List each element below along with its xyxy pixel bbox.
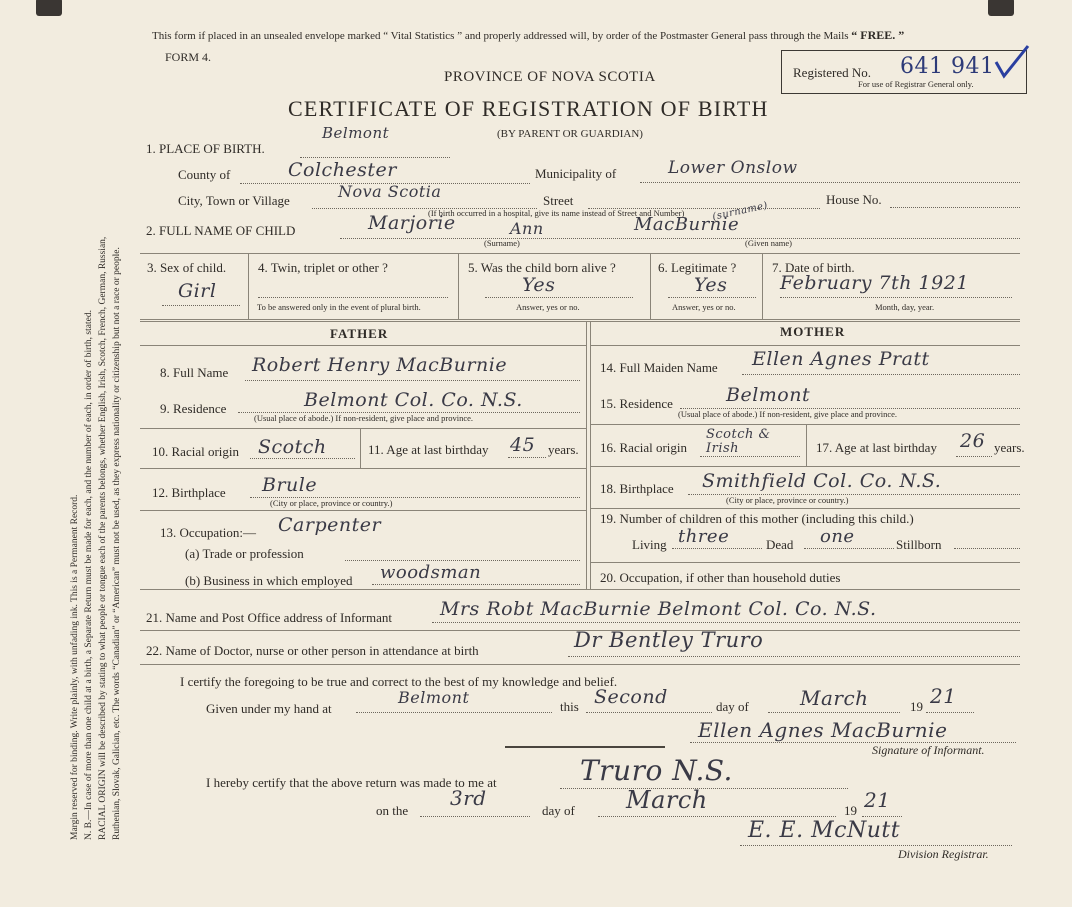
registrar-day-of-label: day of <box>542 803 575 818</box>
registrar-signature-label: Division Registrar. <box>898 847 989 861</box>
heading-rule-father <box>140 345 586 346</box>
twin-line <box>258 297 448 298</box>
father-trade-line <box>345 560 580 561</box>
province-title: PROVINCE OF NOVA SCOTIA <box>444 69 656 85</box>
certify-text: I certify the foregoing to be true and correct to the best of my knowledge and belief. <box>180 674 618 689</box>
mother-name-value: Ellen Agnes Pratt <box>752 348 930 370</box>
given-day-line <box>586 712 712 713</box>
father-trade-label: (a) Trade or profession <box>185 546 304 561</box>
page-title: CERTIFICATE OF REGISTRATION OF BIRTH <box>288 96 769 121</box>
page-subtitle: (BY PARENT OR GUARDIAN) <box>497 128 643 140</box>
box-row-top-rule <box>140 253 1020 254</box>
parents-divider-b <box>590 321 591 589</box>
mother-dead-label: Dead <box>766 537 794 552</box>
mother-stillborn-label: Stillborn <box>896 537 942 552</box>
father-name-line <box>245 380 580 381</box>
mother-occupation-label: 20. Occupation, if other than household duties <box>600 570 841 585</box>
birth-date-label: 7. Date of birth. <box>772 260 855 275</box>
mother-residence-note: (Usual place of abode.) If non-resident, give place and province. <box>678 409 898 419</box>
place-line <box>300 157 450 158</box>
county-value: Colchester <box>288 159 397 181</box>
given-label: Given under my hand at <box>206 701 332 716</box>
father-name-label: 8. Full Name <box>160 365 229 380</box>
alive-value: Yes <box>522 274 556 296</box>
municipality-label: Municipality of <box>535 166 617 181</box>
mother-residence-label: 15. Residence <box>600 396 673 411</box>
father-racial-label: 10. Racial origin <box>152 444 240 459</box>
father-heading: FATHER <box>330 326 389 341</box>
child-surname-note: (Surname) <box>484 238 520 248</box>
father-birthplace-note: (City or place, province or country.) <box>270 498 393 508</box>
this-label: this <box>560 699 579 714</box>
mother-dead-value: one <box>820 526 855 547</box>
child-name-line <box>340 238 1020 239</box>
mother-living-value: three <box>678 526 730 547</box>
postal-note-text: This form if placed in an unsealed envelope marked “ Vital Statistics ” and properly addressed will, by order of the Postmaster General pass through the Mails <box>152 30 852 42</box>
twin-label: 4. Twin, triplet or other ? <box>258 260 388 275</box>
alive-line <box>485 297 633 298</box>
given-month-value: March <box>800 686 869 710</box>
informant-signature: Ellen Agnes MacBurnie <box>698 718 948 742</box>
mother-name-line <box>742 374 1020 375</box>
child-given-name: Marjorie <box>368 212 456 234</box>
registrar-day-value: 3rd <box>450 786 487 810</box>
mother-rule-4 <box>591 562 1020 563</box>
mother-birthplace-note: (City or place, province or country.) <box>726 495 849 505</box>
mother-living-label: Living <box>632 537 667 552</box>
father-residence-note: (Usual place of abode.) If non-resident, give place and province. <box>254 413 474 423</box>
registrar-month-line <box>598 816 836 817</box>
parents-bottom-rule <box>140 589 1020 590</box>
mother-racial-line <box>700 456 800 457</box>
mother-age-value: 26 <box>960 430 986 452</box>
postal-note-free: “ FREE. ” <box>851 28 905 42</box>
box-divider-3 <box>650 253 651 319</box>
mother-children-label: 19. Number of children of this mother (including this child.) <box>600 511 914 526</box>
given-place-line <box>356 712 552 713</box>
postal-note <box>152 28 904 43</box>
legitimate-line <box>668 297 756 298</box>
doctor-rule <box>140 664 1020 665</box>
box-divider-4 <box>762 253 763 319</box>
registrar-month-value: March <box>626 786 708 814</box>
doctor-value: Dr Bentley Truro <box>574 628 764 652</box>
box-divider-1 <box>248 253 249 319</box>
mother-living-line <box>672 548 762 549</box>
father-business-label: (b) Business in which employed <box>185 573 353 588</box>
father-racial-divider <box>360 428 361 468</box>
street-label: Street <box>543 193 574 208</box>
registrar-text: I hereby certify that the above return was made to me at <box>206 775 497 790</box>
heading-rule-mother <box>591 345 1020 346</box>
father-age-line <box>508 457 546 458</box>
father-racial-line <box>250 458 355 459</box>
legitimate-label: 6. Legitimate ? <box>658 260 737 275</box>
father-occupation-label: 13. Occupation:— <box>160 525 257 540</box>
child-given-note: (Given name) <box>745 238 792 248</box>
child-surname-tag: (surname) <box>711 200 769 223</box>
doctor-label: 22. Name of Doctor, nurse or other person in attendance at birth <box>146 643 479 658</box>
registrar-year-line <box>862 816 902 817</box>
county-label: County of <box>178 167 231 182</box>
margin-note-racial: RACIAL ORIGIN will be described by stating to what people or tongue each of the parents belongs, whether English, Irish, Scotch, French, German, Russian, <box>98 236 108 840</box>
father-birthplace-value: Brule <box>262 474 318 496</box>
given-year-line <box>926 712 974 713</box>
registered-note: For use of Registrar General only. <box>858 79 974 89</box>
hospital-note: (If birth occurred in a hospital, give its name instead of Street and Number) <box>428 208 685 218</box>
margin-note-binding: Margin reserved for binding. Write plainly, with unfading ink. This is a Permanent Record. <box>70 494 80 840</box>
margin-note-racial-2: Ruthenian, Slovak, Galician, etc. The words “Canadian” or “American” must not be used, as they express nationality or citizenship but not a race or people. <box>112 247 122 840</box>
form-number: FORM 4. <box>165 50 212 64</box>
given-year-value: 21 <box>930 684 957 708</box>
sex-line <box>162 305 240 306</box>
mother-racial-divider <box>806 424 807 466</box>
informant-value: Mrs Robt MacBurnie Belmont Col. Co. N.S. <box>440 598 877 620</box>
informant-label: 21. Name and Post Office address of Informant <box>146 610 392 625</box>
house-line <box>890 207 1020 208</box>
mother-racial-label: 16. Racial origin <box>600 440 688 455</box>
mother-heading: MOTHER <box>780 324 846 339</box>
parents-divider-a <box>586 321 587 589</box>
registered-number: 641 941 <box>900 54 995 79</box>
place-label: 1. PLACE OF BIRTH. <box>146 141 265 156</box>
birth-date-line <box>780 297 1012 298</box>
municipality-line <box>640 182 1020 183</box>
box-row-bottom-rule <box>140 319 1020 320</box>
father-age-value: 45 <box>510 434 536 456</box>
child-name-label: 2. FULL NAME OF CHILD <box>146 223 296 238</box>
father-rule-3 <box>140 510 586 511</box>
registrar-signature-line <box>740 845 1012 846</box>
father-name-value: Robert Henry MacBurnie <box>252 354 508 376</box>
day-of-label: day of <box>716 699 749 714</box>
house-label: House No. <box>826 192 882 207</box>
given-year-prefix: 19 <box>910 699 923 714</box>
mother-rule-2 <box>591 466 1020 467</box>
registrar-year-value: 21 <box>864 788 891 812</box>
mother-age-years: years. <box>994 440 1025 455</box>
registrar-year-prefix: 19 <box>844 803 857 818</box>
mother-name-label: 14. Full Maiden Name <box>600 360 718 375</box>
father-residence-label: 9. Residence <box>160 401 227 416</box>
municipality-value: Lower Onslow <box>668 158 798 178</box>
given-month-line <box>768 712 900 713</box>
sex-value: Girl <box>178 280 217 302</box>
father-birthplace-label: 12. Birthplace <box>152 485 226 500</box>
given-day-value: Second <box>594 686 668 708</box>
father-rule-1 <box>140 428 586 429</box>
registrar-signature: E. E. McNutt <box>748 818 901 843</box>
mother-racial-value: Scotch & Irish <box>706 427 771 456</box>
box-divider-2 <box>458 253 459 319</box>
binder-pin-right <box>988 0 1014 16</box>
mother-birthplace-value: Smithfield Col. Co. N.S. <box>702 470 942 492</box>
mother-stillborn-line <box>954 548 1020 549</box>
given-place-value: Belmont <box>398 688 470 707</box>
legitimate-note: Answer, yes or no. <box>672 302 736 312</box>
registrar-day-line <box>420 816 530 817</box>
father-business-value: woodsman <box>380 562 482 583</box>
registered-label: Registered No. <box>793 65 871 80</box>
birth-date-value: February 7th 1921 <box>780 272 969 294</box>
registrar-on-label: on the <box>376 803 409 818</box>
city-label: City, Town or Village <box>178 193 290 208</box>
legitimate-value: Yes <box>694 274 728 296</box>
father-age-years: years. <box>548 442 579 457</box>
child-middle-name: Ann <box>510 219 544 238</box>
mother-age-label: 17. Age at last birthday <box>816 440 937 455</box>
certify-separator <box>505 746 665 748</box>
mother-dead-line <box>804 548 894 549</box>
parents-top-rule <box>140 321 1020 322</box>
city-value: Nova Scotia <box>338 182 442 201</box>
alive-note: Answer, yes or no. <box>516 302 580 312</box>
informant-line <box>432 622 1020 623</box>
sex-label: 3. Sex of child. <box>147 260 227 275</box>
father-age-label: 11. Age at last birthday <box>368 442 489 457</box>
binder-pin-left <box>36 0 62 16</box>
informant-signature-label: Signature of Informant. <box>872 743 985 757</box>
check-mark-icon <box>992 42 1032 86</box>
margin-note-nb: N. B.—In case of more than one child at a birth, a Separate Return must be made for each, and the number of each, in order of birth, stated. <box>84 310 94 840</box>
mother-rule-3 <box>591 508 1020 509</box>
place-value: Belmont <box>322 124 390 142</box>
father-rule-2 <box>140 468 586 469</box>
child-surname: MacBurnie <box>634 214 740 235</box>
alive-label: 5. Was the child born alive ? <box>468 260 616 275</box>
doctor-line <box>568 656 1020 657</box>
father-residence-value: Belmont Col. Co. N.S. <box>304 389 523 411</box>
mother-age-line <box>956 456 992 457</box>
birth-date-note: Month, day, year. <box>875 302 935 312</box>
father-occupation-value: Carpenter <box>278 514 382 536</box>
registrar-place-value: Truro N.S. <box>580 754 733 787</box>
mother-birthplace-label: 18. Birthplace <box>600 481 674 496</box>
father-racial-value: Scotch <box>258 436 327 458</box>
mother-residence-value: Belmont <box>726 384 811 406</box>
father-business-line <box>372 584 580 585</box>
twin-note: To be answered only in the event of plural birth. <box>257 302 421 312</box>
